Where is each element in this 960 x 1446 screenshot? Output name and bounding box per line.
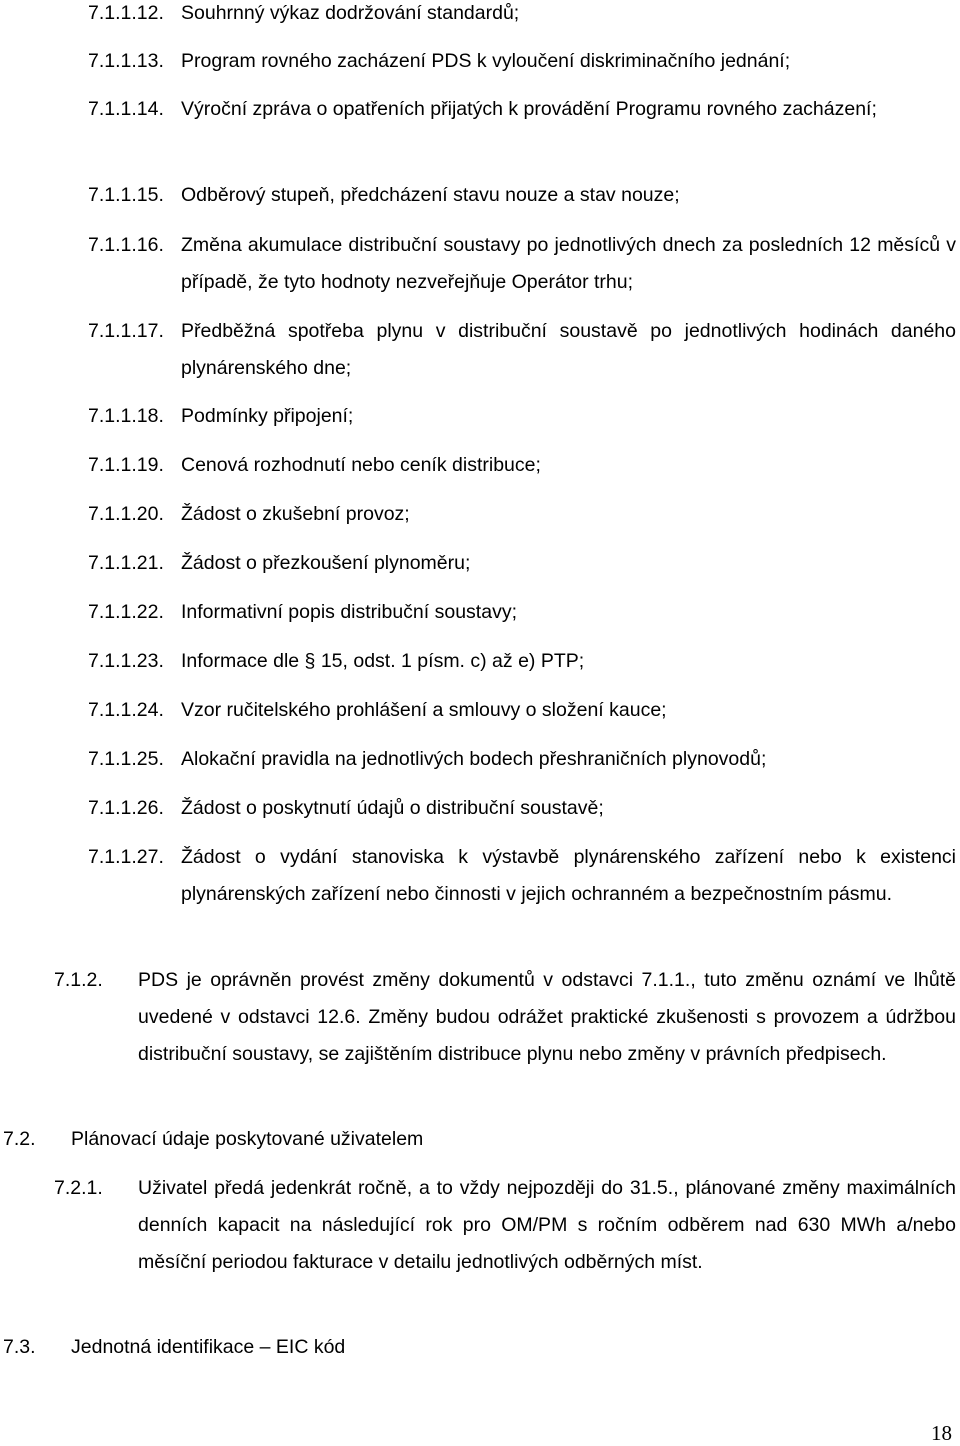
paragraph-text: PDS je oprávněn provést změny dokumentů v odstavci 7.1.1., tuto změnu oznámí ve lhůtě uvedené v odstavci 12.6. Změny budou odrážet praktické zkušenosti s provozem a údržbou distribuční soustavy, se zajištěním distribuce plynu nebo změny v právních předpisech. xyxy=(138,969,956,1065)
item-text: Žádost o poskytnutí údajů o distribuční soustavě; xyxy=(181,797,604,819)
item-text: Změna akumulace distribuční soustavy po jednotlivých dnech za posledních 12 měsíců v případě, že tyto hodnoty nezveřejňuje Operátor trhu; xyxy=(181,234,956,293)
section-number: 7.2. xyxy=(3,1128,36,1150)
item-number: 7.1.1.20. xyxy=(88,503,164,525)
item-text: Vzor ručitelského prohlášení a smlouvy o složení kauce; xyxy=(181,699,667,721)
list-item-7-1-1-23 xyxy=(88,643,956,680)
section-heading-7-3 xyxy=(3,1329,953,1366)
item-text: Předběžná spotřeba plynu v distribuční soustavě po jednotlivých hodinách daného plynárenského dne; xyxy=(181,320,956,379)
item-number: 7.1.1.13. xyxy=(88,50,164,72)
item-number: 7.1.1.12. xyxy=(88,2,164,24)
list-item-7-1-1-15 xyxy=(88,177,956,214)
item-number: 7.1.1.26. xyxy=(88,797,164,819)
list-item-7-1-1-25 xyxy=(88,741,956,778)
list-item-7-1-1-26 xyxy=(88,790,956,827)
item-text: Žádost o zkušební provoz; xyxy=(181,503,410,525)
paragraph-7-2-1 xyxy=(54,1170,956,1281)
list-item-7-1-1-16 xyxy=(88,227,956,301)
section-number: 7.3. xyxy=(3,1336,36,1358)
item-number: 7.1.1.24. xyxy=(88,699,164,721)
paragraph-7-1-2 xyxy=(54,962,956,1073)
item-text: Cenová rozhodnutí nebo ceník distribuce; xyxy=(181,454,541,476)
item-text: Žádost o přezkoušení plynoměru; xyxy=(181,552,471,574)
list-item-7-1-1-19 xyxy=(88,447,956,484)
list-item-7-1-1-21 xyxy=(88,545,956,582)
section-title: Jednotná identifikace – EIC kód xyxy=(71,1336,346,1358)
list-item-7-1-1-18 xyxy=(88,398,956,435)
section-heading-7-2 xyxy=(3,1121,953,1158)
item-number: 7.1.1.17. xyxy=(88,320,164,342)
paragraph-text: Uživatel předá jedenkrát ročně, a to vždy nejpozději do 31.5., plánované změny maximálních denních kapacit na následující rok pro OM/PM s ročním odběrem nad 630 MWh a/nebo měsíční periodou fakturace v detailu jednotlivých odběrných míst. xyxy=(138,1177,956,1273)
item-number: 7.1.1.14. xyxy=(88,98,164,120)
list-item-7-1-1-24 xyxy=(88,692,956,729)
paragraph-number: 7.1.2. xyxy=(54,969,103,991)
paragraph-number: 7.2.1. xyxy=(54,1177,103,1199)
item-text: Souhrnný výkaz dodržování standardů; xyxy=(181,2,520,24)
item-text: Odběrový stupeň, předcházení stavu nouze a stav nouze; xyxy=(181,184,680,206)
item-text: Program rovného zacházení PDS k vyloučení diskriminačního jednání; xyxy=(181,50,791,72)
section-title: Plánovací údaje poskytované uživatelem xyxy=(71,1128,424,1150)
list-item-7-1-1-27 xyxy=(88,839,956,913)
list-item-7-1-1-13 xyxy=(88,43,956,80)
item-text: Výroční zpráva o opatřeních přijatých k provádění Programu rovného zacházení; xyxy=(181,98,877,120)
item-text: Informace dle § 15, odst. 1 písm. c) až e) PTP; xyxy=(181,650,585,672)
item-number: 7.1.1.23. xyxy=(88,650,164,672)
item-text: Alokační pravidla na jednotlivých bodech přeshraničních plynovodů; xyxy=(181,748,767,770)
item-text: Podmínky připojení; xyxy=(181,405,354,427)
item-number: 7.1.1.18. xyxy=(88,405,164,427)
page-number: 18 xyxy=(931,1421,952,1445)
list-item-7-1-1-17 xyxy=(88,313,956,387)
item-number: 7.1.1.15. xyxy=(88,184,164,206)
item-number: 7.1.1.22. xyxy=(88,601,164,623)
list-item-7-1-1-22 xyxy=(88,594,956,631)
list-item-7-1-1-20 xyxy=(88,496,956,533)
item-text: Žádost o vydání stanoviska k výstavbě plynárenského zařízení nebo k existenci plynárenských zařízení nebo činnosti v jejich ochranném a bezpečnostním pásmu. xyxy=(181,846,956,905)
item-number: 7.1.1.25. xyxy=(88,748,164,770)
item-number: 7.1.1.19. xyxy=(88,454,164,476)
item-text: Informativní popis distribuční soustavy; xyxy=(181,601,517,623)
list-item-7-1-1-14 xyxy=(88,91,956,128)
list-item-7-1-1-12 xyxy=(88,0,956,32)
item-number: 7.1.1.27. xyxy=(88,846,164,868)
item-number: 7.1.1.21. xyxy=(88,552,164,574)
item-number: 7.1.1.16. xyxy=(88,234,164,256)
